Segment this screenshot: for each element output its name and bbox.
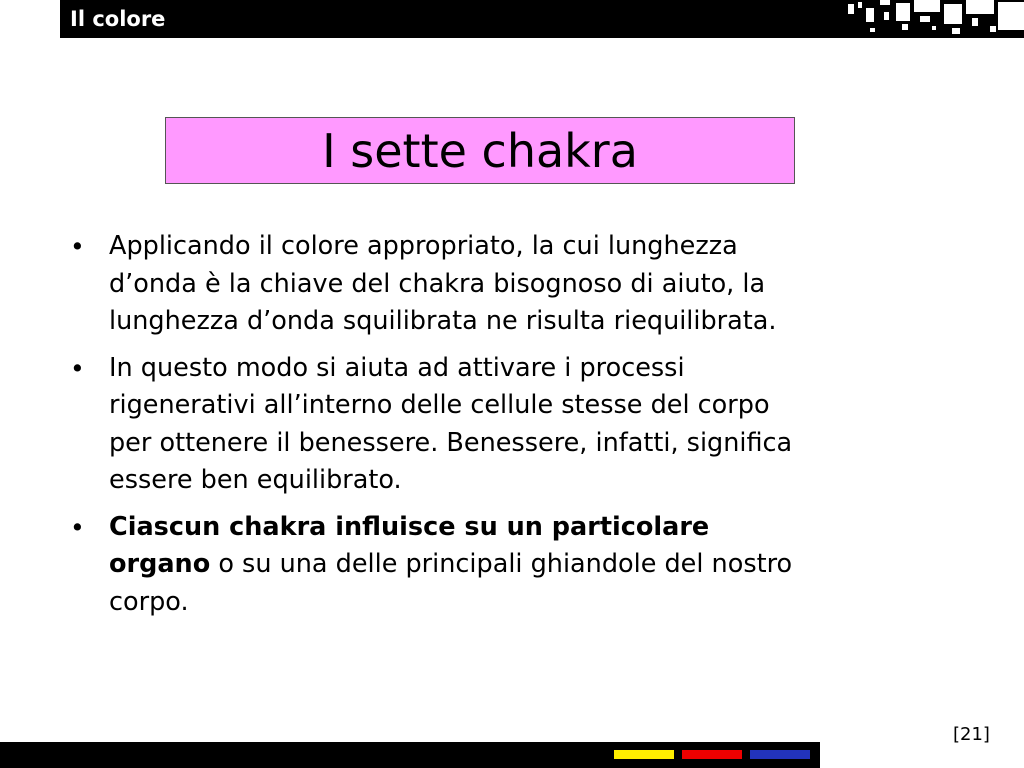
- header-title: Il colore: [70, 7, 166, 31]
- red-stripe: [682, 750, 742, 759]
- bullet-item: [70, 509, 810, 622]
- grunge-texture-decoration: [840, 0, 1024, 38]
- bullet-text: In questo modo si aiuta ad attivare i processi rigenerativi all’interno delle cellule stesse del corpo per ottenere il benessere. Benessere, infatti, significa essere ben equilibrato.: [109, 352, 793, 495]
- bullet-item: [70, 228, 810, 341]
- bullet-text: Applicando il colore appropriato, la cui lunghezza d’onda è la chiave del chakra bisognoso di aiuto, la lunghezza d’onda squilibrata ne risulta riequilibrata.: [109, 231, 777, 336]
- slide-title: I sette chakra: [322, 123, 638, 178]
- bullet-list: [70, 228, 810, 630]
- bullet-marker: •: [70, 232, 85, 261]
- bullet-text: o su una delle principali ghiandole del nostro corpo.: [109, 549, 793, 617]
- slide-title-box: [165, 117, 795, 184]
- bullet-bold-text: Ciascun chakra influisce su un particolare organo: [109, 511, 710, 579]
- page-number: [21]: [953, 724, 990, 745]
- bullet-marker: •: [70, 353, 85, 383]
- bullet-marker: •: [70, 512, 85, 542]
- bullet-item: [70, 350, 810, 500]
- yellow-stripe: [614, 750, 674, 759]
- blue-stripe: [750, 750, 810, 759]
